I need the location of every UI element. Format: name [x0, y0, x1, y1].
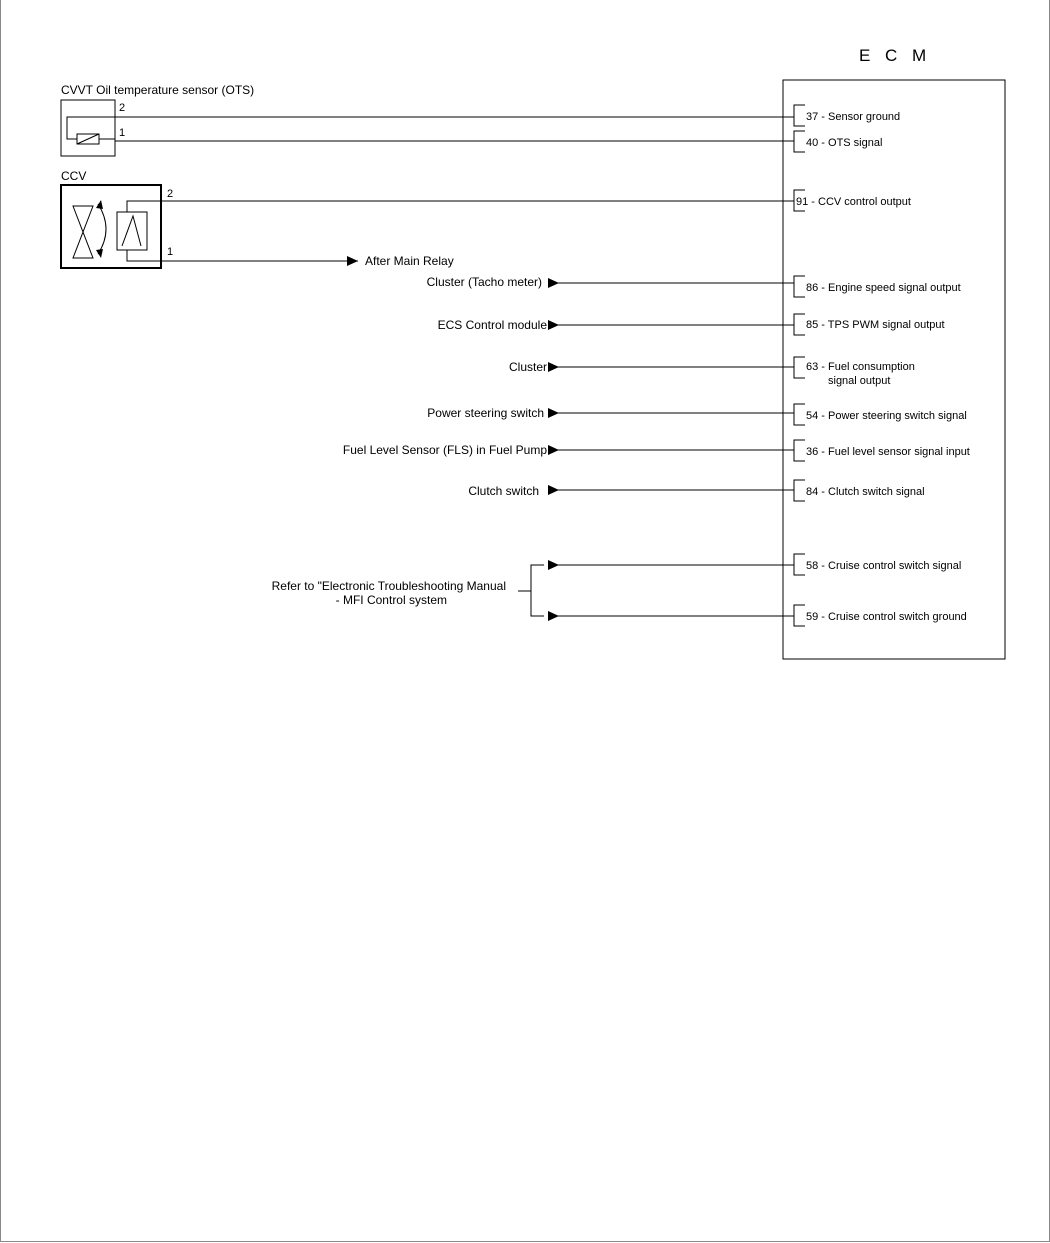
reference-bracket	[518, 565, 544, 616]
ecm-pin-86-label: 86 - Engine speed signal output	[806, 282, 961, 294]
ots-pin-1: 1	[119, 127, 126, 139]
ecm-pin-63-label: 63 - Fuel consumption	[806, 361, 915, 373]
ecm-pin-59-label: 59 - Cruise control switch ground	[806, 611, 967, 623]
ccv-pin-1: 1	[167, 246, 174, 258]
dest-fuel-level-sensor: Fuel Level Sensor (FLS) in Fuel Pump	[342, 443, 547, 457]
dest-power-steering-switch: Power steering switch	[427, 406, 544, 420]
wiring-diagram	[1, 0, 1049, 1241]
reference-note-line2: - MFI Control system	[335, 593, 447, 607]
ots-box	[61, 100, 115, 156]
ecm-pin-91-label: 91 - CCV control output	[796, 196, 911, 208]
ecm-pin-63-label-line2: signal output	[828, 375, 891, 387]
ecm-pin-37-label: 37 - Sensor ground	[806, 111, 901, 123]
ccv-valve-icon	[73, 200, 161, 261]
ccv-title: CCV	[61, 169, 87, 183]
ots-title: CVVT Oil temperature sensor (OTS)	[61, 83, 255, 97]
ots-sensor-icon	[67, 117, 115, 144]
ecm-pin-58-label: 58 - Cruise control switch signal	[806, 560, 962, 572]
ecm-title: E C M	[859, 46, 932, 65]
dest-cluster: Cluster	[508, 360, 547, 374]
ecm-pin-85-label: 85 - TPS PWM signal output	[806, 319, 945, 331]
ecm-pin-54-label: 54 - Power steering switch signal	[806, 410, 967, 422]
ccv-power-label: After Main Relay	[365, 254, 454, 268]
dest-ecs-control-module: ECS Control module	[437, 318, 547, 332]
dest-clutch-switch: Clutch switch	[468, 484, 539, 498]
ecm-pin-brackets	[794, 105, 805, 626]
ecm-pin-36-label: 36 - Fuel level sensor signal input	[806, 446, 970, 458]
ecm-pin-40-label: 40 - OTS signal	[806, 137, 883, 149]
dest-cluster-tacho: Cluster (Tacho meter)	[426, 275, 542, 289]
ots-pin-2: 2	[119, 102, 126, 114]
ccv-pin-2: 2	[167, 188, 174, 200]
reference-note-line1: Refer to "Electronic Troubleshooting Manual	[271, 579, 506, 593]
ecm-pin-84-label: 84 - Clutch switch signal	[806, 486, 925, 498]
ccv-box	[61, 185, 161, 268]
